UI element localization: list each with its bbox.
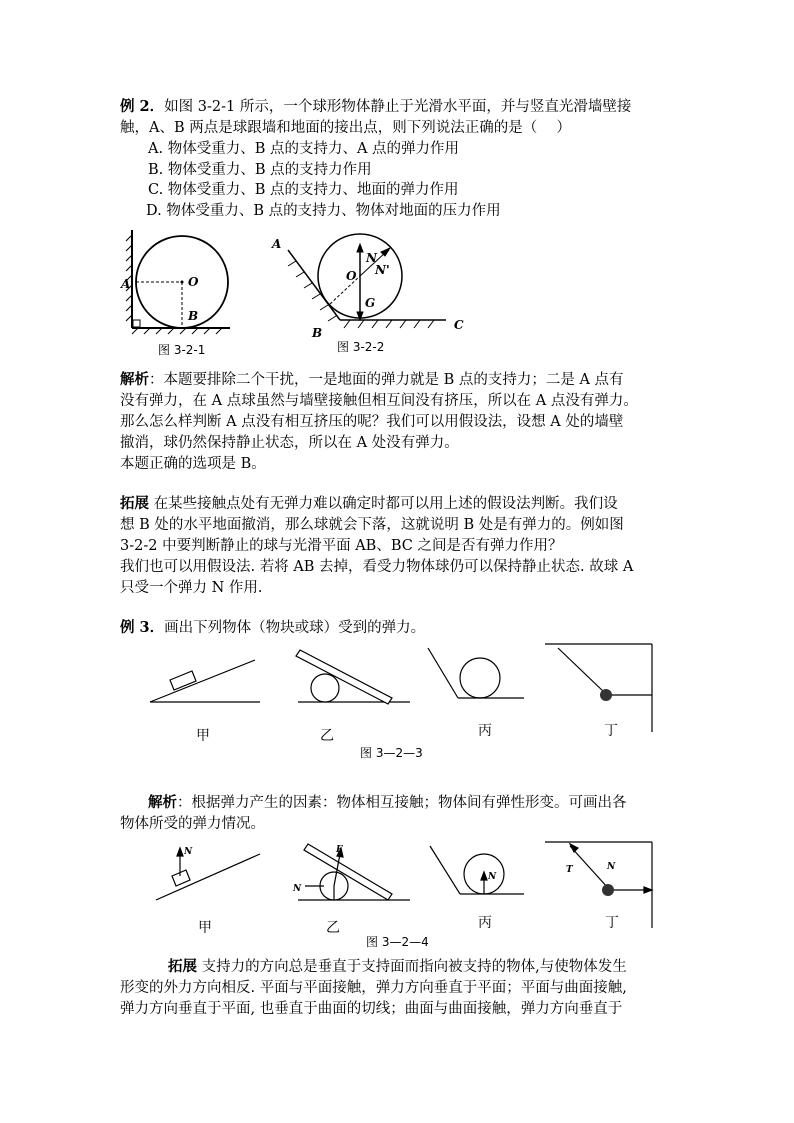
figure-3-2-4 bbox=[140, 838, 670, 928]
analysis-line1 bbox=[120, 370, 624, 390]
figure-3-2-3 bbox=[140, 640, 670, 736]
ex2-line2: 触，A、B 两点是球跟墙和地面的接出点，则下列说法正确的是（ ） bbox=[120, 120, 571, 136]
ex2-option-c: C. 物体受重力、B 点的支持力、地面的弹力作用 bbox=[148, 182, 459, 198]
label-n2: N bbox=[366, 251, 377, 265]
analysis2-line2: 物体所受的弹力情况。 bbox=[120, 816, 265, 832]
ex2-text1: 如图 3-2-1 所示，一个球形物体静止于光滑水平面，并与竖直光滑墙壁接 bbox=[164, 99, 632, 115]
label-a2: A bbox=[272, 237, 282, 251]
label-b: B bbox=[188, 309, 199, 323]
fig324-label-n2: N bbox=[293, 884, 302, 894]
fig323-sub-bing: 丙 bbox=[478, 723, 492, 739]
caption-3-2-2: 图 3-2-2 bbox=[337, 340, 385, 354]
fig324-sub-bing: 丙 bbox=[478, 915, 492, 931]
fig323-sub-yi: 乙 bbox=[320, 728, 334, 744]
fig324-label-n1: N bbox=[184, 847, 193, 857]
ex3-tag: 例 3． bbox=[120, 619, 165, 636]
analysis2-line1 bbox=[148, 793, 627, 813]
label-b2: B bbox=[312, 326, 323, 340]
label-a: A bbox=[121, 277, 131, 291]
extension1-line2: 想 B 处的水平地面撤消，那么球就会下落，这就说明 B 处是有弹力的。例如图 bbox=[120, 517, 624, 533]
analysis-line2: 没有弹力，在 A 点球虽然与墙壁接触但相互间没有挤压，所以在 A 点没有弹力。 bbox=[120, 393, 638, 409]
analysis-line3: 那么怎么样判断 A 点没有相互挤压的呢？我们可以用假设法，设想 A 处的墙壁 bbox=[120, 414, 624, 430]
ex3-line bbox=[120, 618, 425, 638]
caption-3-2-3: 图 3—2—3 bbox=[360, 746, 423, 760]
fig324-sub-ding: 丁 bbox=[605, 915, 619, 931]
fig324-sub-yi: 乙 bbox=[326, 920, 340, 936]
extension1-line5: 只受一个弹力 N 作用. bbox=[120, 580, 263, 596]
fig324-sub-jia: 甲 bbox=[198, 920, 212, 936]
fig324-label-f: F bbox=[336, 845, 343, 855]
ex2-option-d: D. 物体受重力、B 点的支持力、物体对地面的压力作用 bbox=[146, 203, 501, 219]
label-g: G bbox=[365, 296, 376, 310]
label-o2: O bbox=[346, 269, 357, 283]
analysis-line4: 撤消，球仍然保持静止状态，所以在 A 处没有弹力。 bbox=[120, 435, 459, 451]
ex2-option-b: B. 物体受重力、B 点的支持力作用 bbox=[148, 162, 372, 178]
analysis2-text1: ：根据弹力产生的因素：物体相互接触；物体间有弹性形变。可画出各 bbox=[177, 795, 627, 811]
extension1-tag: 拓展 bbox=[120, 495, 149, 512]
fig323-sub-jia: 甲 bbox=[196, 728, 210, 744]
extension2-line3: 弹力方向垂直于平面, 也垂直于曲面的切线；曲面与曲面接触，弹力方向垂直于 bbox=[120, 1001, 623, 1017]
figure-3-2-2 bbox=[268, 228, 468, 340]
figure-3-2-1 bbox=[118, 225, 238, 335]
extension1-line3: 3-2-2 中要判断静止的球与光滑平面 AB、BC 之间是否有弹力作用？ bbox=[120, 538, 563, 554]
ex2-tag: 例 2． bbox=[120, 98, 165, 115]
extension1-line4: 我们也可以用假设法. 若将 AB 去掉，看受力物体球仍可以保持静止状态. 故球 A bbox=[120, 559, 634, 575]
analysis-tag: 解析 bbox=[120, 371, 149, 388]
label-c2: C bbox=[454, 318, 464, 332]
analysis2-tag: 解析 bbox=[148, 794, 177, 811]
extension1-text1: 在某些接触点处有无弹力难以确定时都可以用上述的假设法判断。我们设 bbox=[149, 496, 618, 512]
fig323-sub-ding: 丁 bbox=[604, 723, 618, 739]
ex2-option-a: A. 物体受重力、B 点的支持力、A 点的弹力作用 bbox=[148, 141, 460, 157]
extension2-tag: 拓展 bbox=[168, 958, 197, 975]
fig324-label-n3: N bbox=[488, 872, 497, 882]
ex3-text: 画出下列物体（物块或球）受到的弹力。 bbox=[164, 620, 426, 636]
caption-3-2-1: 图 3-2-1 bbox=[158, 343, 206, 357]
ex2-line1 bbox=[120, 97, 631, 117]
extension2-line1 bbox=[168, 957, 627, 977]
label-o: O bbox=[188, 275, 199, 289]
caption-3-2-4: 图 3—2—4 bbox=[366, 935, 429, 949]
fig324-label-n4: N bbox=[607, 862, 616, 872]
extension2-line2: 形变的外力方向相反. 平面与平面接触，弹力方向垂直于平面；平面与曲面接触, bbox=[120, 980, 627, 996]
extension2-text1: 支持力的方向总是垂直于支持面而指向被支持的物体,与使物体发生 bbox=[197, 959, 627, 975]
label-n-prime: N' bbox=[375, 263, 390, 277]
analysis-line5: 本题正确的选项是 B。 bbox=[120, 456, 266, 472]
extension1-line1 bbox=[120, 494, 618, 514]
analysis-text1: ：本题要排除二个干扰，一是地面的弹力就是 B 点的支持力；二是 A 点有 bbox=[149, 372, 624, 388]
fig324-label-t: T bbox=[566, 865, 573, 875]
